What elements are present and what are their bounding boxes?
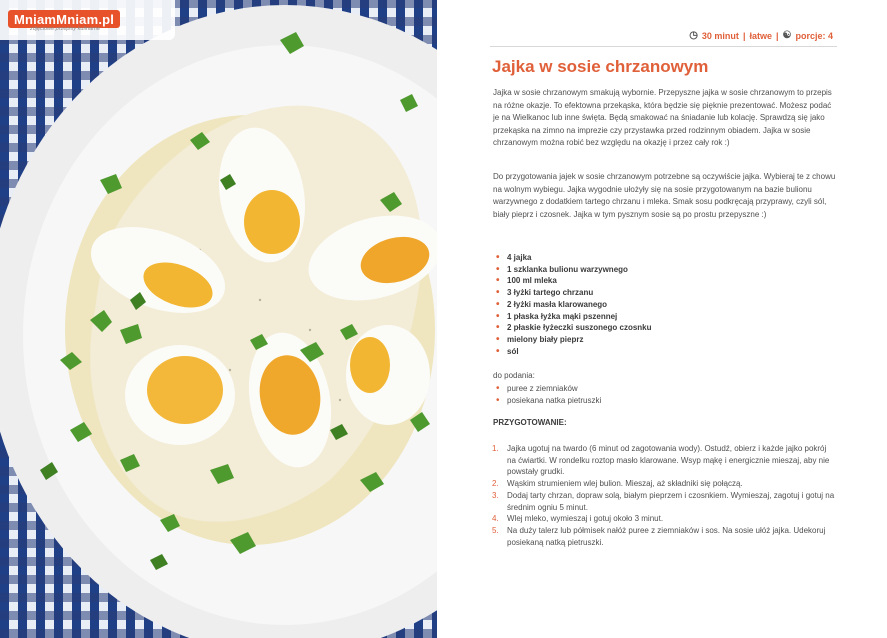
step-number: 3. <box>492 490 499 500</box>
meta-separator: | <box>775 30 779 41</box>
intro-paragraph: Jajka w sosie chrzanowym smakują wybornie. Przepyszne jajka w sosie chrzanowym to przepis na różne okazje. To efektowna przekąska, która będzie się pięknie prezentować. Możesz podać je na Wielkanoc lub inne święta. Będą smakować na śniadanie lub kolację. Sprawdzą się jako przekąska na zimno na imprezie czy przystawka przed rodzinnym obiadem. Jajka w sosie chrzanowym można robić bez względu na okazję i przez cały rok :) <box>493 88 832 147</box>
recipe-title: Jajka w sosie chrzanowym <box>492 57 709 76</box>
meta-separator: | <box>742 30 746 41</box>
header-divider <box>490 46 837 47</box>
ingredient-item: • sól <box>507 346 652 358</box>
recipe-meta <box>689 30 833 41</box>
clock-icon: ◷ <box>689 30 698 41</box>
step-item <box>492 490 837 513</box>
step-number: 1. <box>492 444 499 453</box>
egg-quarter <box>346 325 430 425</box>
step-number: 5. <box>492 525 499 535</box>
ingredient-item: • 1 płaska łyżka mąki pszennej <box>507 311 652 323</box>
logo-tagline: zdjęciowe przepisy kulinarne <box>30 26 101 32</box>
ingredient-item: • 1 szklanka bulionu warzywnego <box>507 264 652 276</box>
step-item <box>492 513 837 525</box>
step-text: Na duży talerz lub półmisek nałóż puree z ziemniaków i sos. Na sosie ułóż jajka. Udekoruj posiekaną natką pietruszki. <box>507 525 826 547</box>
step-number: 2. <box>492 479 499 489</box>
step-text: Jajka ugotuj na twardo (6 minut od zagotowania wody). Ostudź, obierz i każde jajko pokrój na ćwiartki. W rondelku roztop masło klarowane. Wsyp mąkę i energicznie mieszaj, aby nie powstały grudki. <box>507 444 830 477</box>
serving-item: • posiekana natka pietruszki <box>507 395 601 407</box>
serving-list <box>507 383 601 406</box>
ingredient-item: • 2 łyżki masła klarowanego <box>507 299 652 311</box>
step-item <box>492 525 837 548</box>
egg-quarter <box>125 345 235 445</box>
step-item <box>492 443 837 478</box>
preparation-heading: PRZYGOTOWANIE: <box>493 418 567 427</box>
preparation-steps <box>492 443 837 548</box>
ingredient-item: • mielony biały pieprz <box>507 334 652 346</box>
chef-hat-icon: ☯ <box>782 30 792 41</box>
ingredient-item: • 4 jajka <box>507 252 652 264</box>
dish-illustration <box>0 0 437 638</box>
ingredient-item: • 3 łyżki tartego chrzanu <box>507 287 652 299</box>
prep-time: 30 minut <box>701 30 739 41</box>
step-text: Dodaj tarty chrzan, dopraw solą, białym pieprzem i czosnkiem. Wymieszaj, zagotuj i gotuj na średnim ogniu 5 minut. <box>507 490 835 512</box>
step-number: 4. <box>492 514 499 524</box>
serving-item: • puree z ziemniaków <box>507 383 601 395</box>
ingredient-item: • 100 ml mleka <box>507 275 652 287</box>
ingredients-list <box>507 252 652 357</box>
servings: porcje: 4 <box>795 30 833 41</box>
intro-paragraph: Do przygotowania jajek w sosie chrzanowym potrzebne są oczywiście jajka. Wybieraj te z chowu na wolnym wybiegu. Jajka wygodnie ułożyły się na sosie przygotowanym na bazie bulionu warzywnego z dodatkiem tartego chrzanu i mleka. Smak sosu podkręcają przyprawy, czyli sól, biały pieprz i czosnek. Jajka w tym pysznym sosie są po prostu przepyszne :) <box>493 172 836 219</box>
serving-label: do podania: <box>493 371 535 380</box>
step-text: Wąskim strumieniem wlej bulion. Mieszaj, aż składniki się połączą. <box>507 479 743 489</box>
recipe-photo <box>0 0 437 638</box>
step-item <box>492 478 837 490</box>
site-logo[interactable]: MniamMniam.pl <box>8 10 120 28</box>
step-text: Wlej mleko, wymieszaj i gotuj około 3 minut. <box>507 514 664 524</box>
ingredient-item: • 2 płaskie łyżeczki suszonego czosnku <box>507 322 652 334</box>
difficulty: łatwe <box>749 30 772 41</box>
